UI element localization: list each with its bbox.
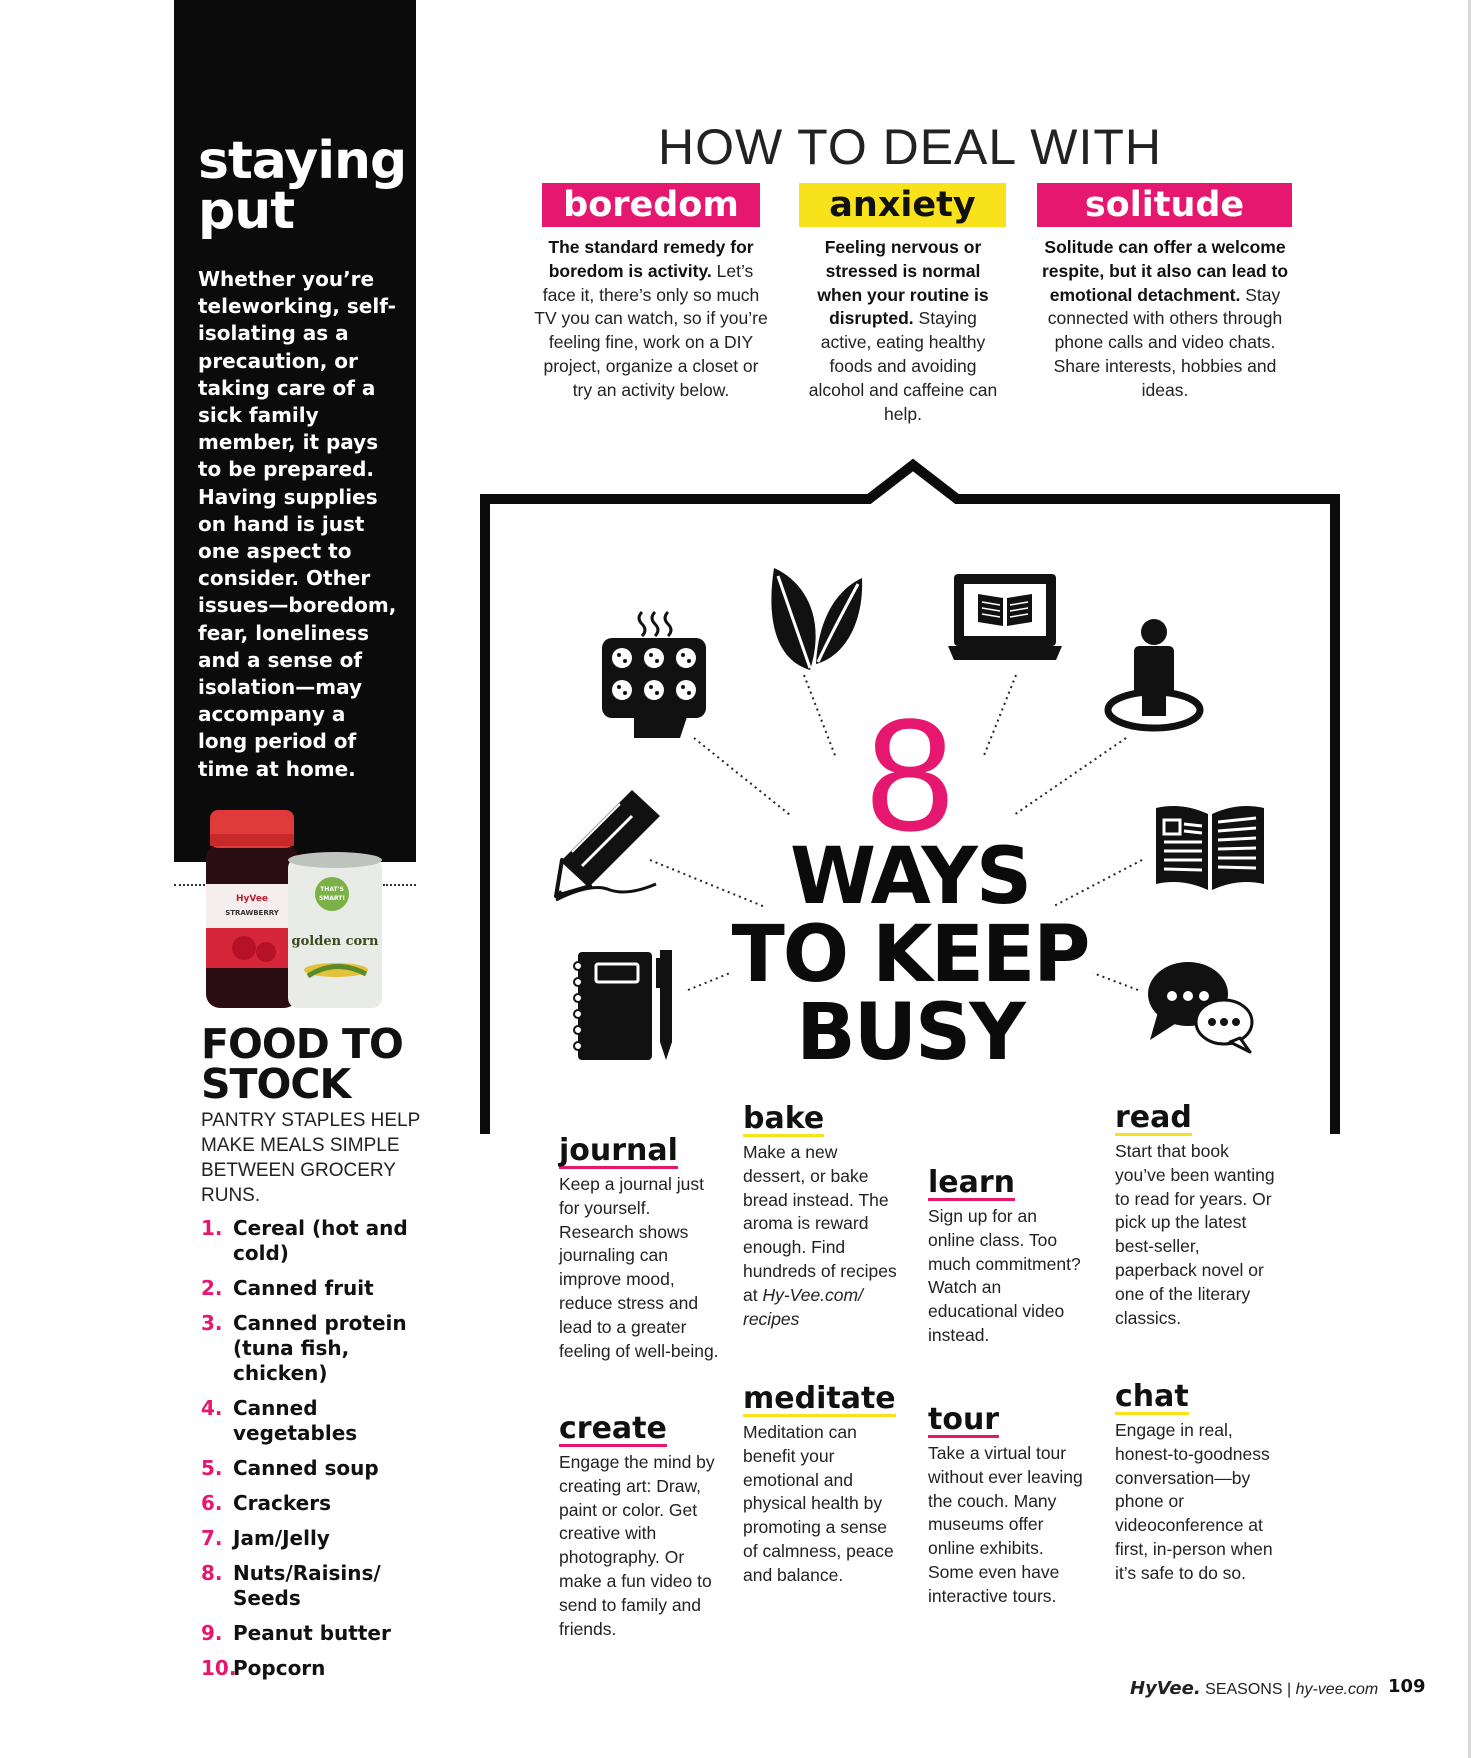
footer-separator: |: [1286, 1681, 1292, 1698]
activity-title-meditate: meditate: [743, 1381, 896, 1416]
site-link[interactable]: hy-vee.com: [1295, 1681, 1379, 1698]
activity-body-chat: Engage in real, honest-to-goodness conversation—by phone or videoconference at first, in-person when it’s safe to do so.: [1115, 1420, 1273, 1583]
activity-body-bake: Make a new dessert, or bake bread instead. The aroma is reward enough. Find hundreds of recipes at Hy-Vee.com/ recipes: [743, 1142, 897, 1329]
page-number: 109: [1388, 1676, 1426, 1697]
person-location-icon: [1102, 618, 1206, 732]
list-text: Canned protein (tuna fish, chicken): [233, 1311, 407, 1385]
brand-logo: HyVee.: [1130, 1678, 1201, 1699]
list-number: 6.: [201, 1491, 223, 1515]
sidebar-title: staying put: [198, 131, 407, 241]
list-number: 8.: [201, 1561, 223, 1585]
list-number: 10.: [201, 1656, 237, 1680]
boredom-lead: The standard remedy for boredom is activity.: [548, 237, 754, 281]
can-product: golden corn: [291, 934, 379, 949]
list-number: 7.: [201, 1526, 223, 1550]
chat-bubbles-icon: [1146, 960, 1256, 1054]
cookie-tray-icon: [600, 608, 710, 742]
page-title: HOW TO DEAL WITH: [658, 119, 1162, 175]
list-text: Canned fruit: [233, 1276, 374, 1300]
food-section-subtitle: PANTRY STAPLES HELP MAKE MEALS SIMPLE BETWEEN GROCERY RUNS.: [201, 1110, 420, 1206]
activity-title-learn: learn: [928, 1165, 1016, 1200]
solitude-lead: Solitude can offer a welcome respite, but it also can lead to emotional detachment.: [1041, 237, 1289, 305]
list-number: 5.: [201, 1456, 223, 1480]
activity-title-create: create: [559, 1411, 667, 1446]
list-text: Canned soup: [233, 1456, 379, 1480]
list-text: Popcorn: [233, 1656, 326, 1680]
heading-line: TO KEEP: [731, 910, 1089, 1000]
list-text: Crackers: [233, 1491, 331, 1515]
activity-body-meditate: Meditation can benefit your emotional and physical health by promoting a sense of calmness, peace and balance.: [743, 1422, 894, 1585]
food-section-title: FOOD TO STOCK: [201, 1020, 403, 1108]
heading-line: WAYS: [789, 832, 1031, 922]
activity-body-create: Engage the mind by creating art: Draw, paint or color. Get creative with photography. Or make a fun video to send to family and friends.: [559, 1452, 715, 1639]
recipes-link: Hy-Vee.com/ recipes: [743, 1284, 863, 1329]
boredom-body: Let’s face it, there’s only so much TV you can watch, so if you’re feeling fine, work on a DIY project, organize a closet or try an activity below.: [534, 260, 768, 400]
list-number: 9.: [201, 1621, 223, 1645]
heading-line: BUSY: [796, 988, 1024, 1078]
tag-solitude: solitude: [1037, 183, 1292, 227]
laptop-book-icon: [948, 572, 1062, 662]
list-text: Jam/Jelly: [233, 1526, 330, 1550]
list-text: Nuts/Raisins/ Seeds: [233, 1561, 381, 1610]
activity-title-bake: bake: [743, 1101, 825, 1136]
list-number: 2.: [201, 1276, 223, 1300]
list-number: 4.: [201, 1396, 223, 1420]
activity-title-read: read: [1115, 1100, 1192, 1135]
sidebar-intro: Whether you’re teleworking, self-isolating as a precaution, or taking care of a sick family member, it pays to be prepared. Having supplies on hand is just one aspect to consider. Other issues—boredom, fear, loneliness and a sense of isolation—may accompany a long period of time at home.: [198, 267, 397, 781]
solitude-body: Stay connected with others through phone calls and video chats. Share interests, hobbies and ideas.: [1047, 284, 1283, 400]
anxiety-lead: Feeling nervous or stressed is normal when your routine is disrupted.: [817, 237, 989, 329]
notebook-icon: [570, 948, 680, 1064]
list-number: 1.: [201, 1216, 223, 1240]
footer: [1130, 1678, 1430, 1699]
activity-body-tour: Take a virtual tour without ever leaving the couch. Many museums offer online exhibits. Some even have interactive tours.: [928, 1443, 1083, 1606]
anxiety-body: Staying active, eating healthy foods and avoiding alcohol and caffeine can help.: [808, 308, 998, 424]
can-brand: THAT'S: [320, 886, 344, 893]
tag-boredom: boredom: [542, 183, 760, 227]
jar-flavor: STRAWBERRY: [225, 909, 279, 917]
activity-body-journal: Keep a journal just for yourself. Research shows journaling can improve mood, reduce stress and lead to a greater feeling of well-being.: [559, 1174, 719, 1361]
leaves-icon: [766, 560, 864, 672]
list-text: Peanut butter: [233, 1621, 391, 1645]
activity-title-chat: chat: [1115, 1379, 1189, 1414]
pencil-icon: [552, 786, 664, 904]
center-heading: [700, 832, 1120, 1078]
can-brand: SMART!: [318, 895, 346, 902]
list-text: Cereal (hot and cold): [233, 1216, 408, 1265]
list-text: Canned vegetables: [233, 1396, 358, 1445]
list-number: 3.: [201, 1311, 223, 1335]
activity-body-read: Start that book you’ve been wanting to read for years. Or pick up the latest best-seller, paperback novel or one of the literary classics.: [1115, 1141, 1275, 1328]
magazine-name: SEASONS: [1205, 1681, 1283, 1698]
tag-anxiety: anxiety: [799, 183, 1006, 227]
activity-title-journal: journal: [559, 1133, 678, 1168]
big-number: 8: [865, 685, 955, 864]
open-book-icon: [1152, 804, 1268, 892]
activity-title-tour: tour: [928, 1402, 1000, 1437]
activity-body-learn: Sign up for an online class. Too much commitment? Watch an educational video instead.: [928, 1206, 1081, 1345]
jar-brand: HyVee: [235, 894, 269, 904]
